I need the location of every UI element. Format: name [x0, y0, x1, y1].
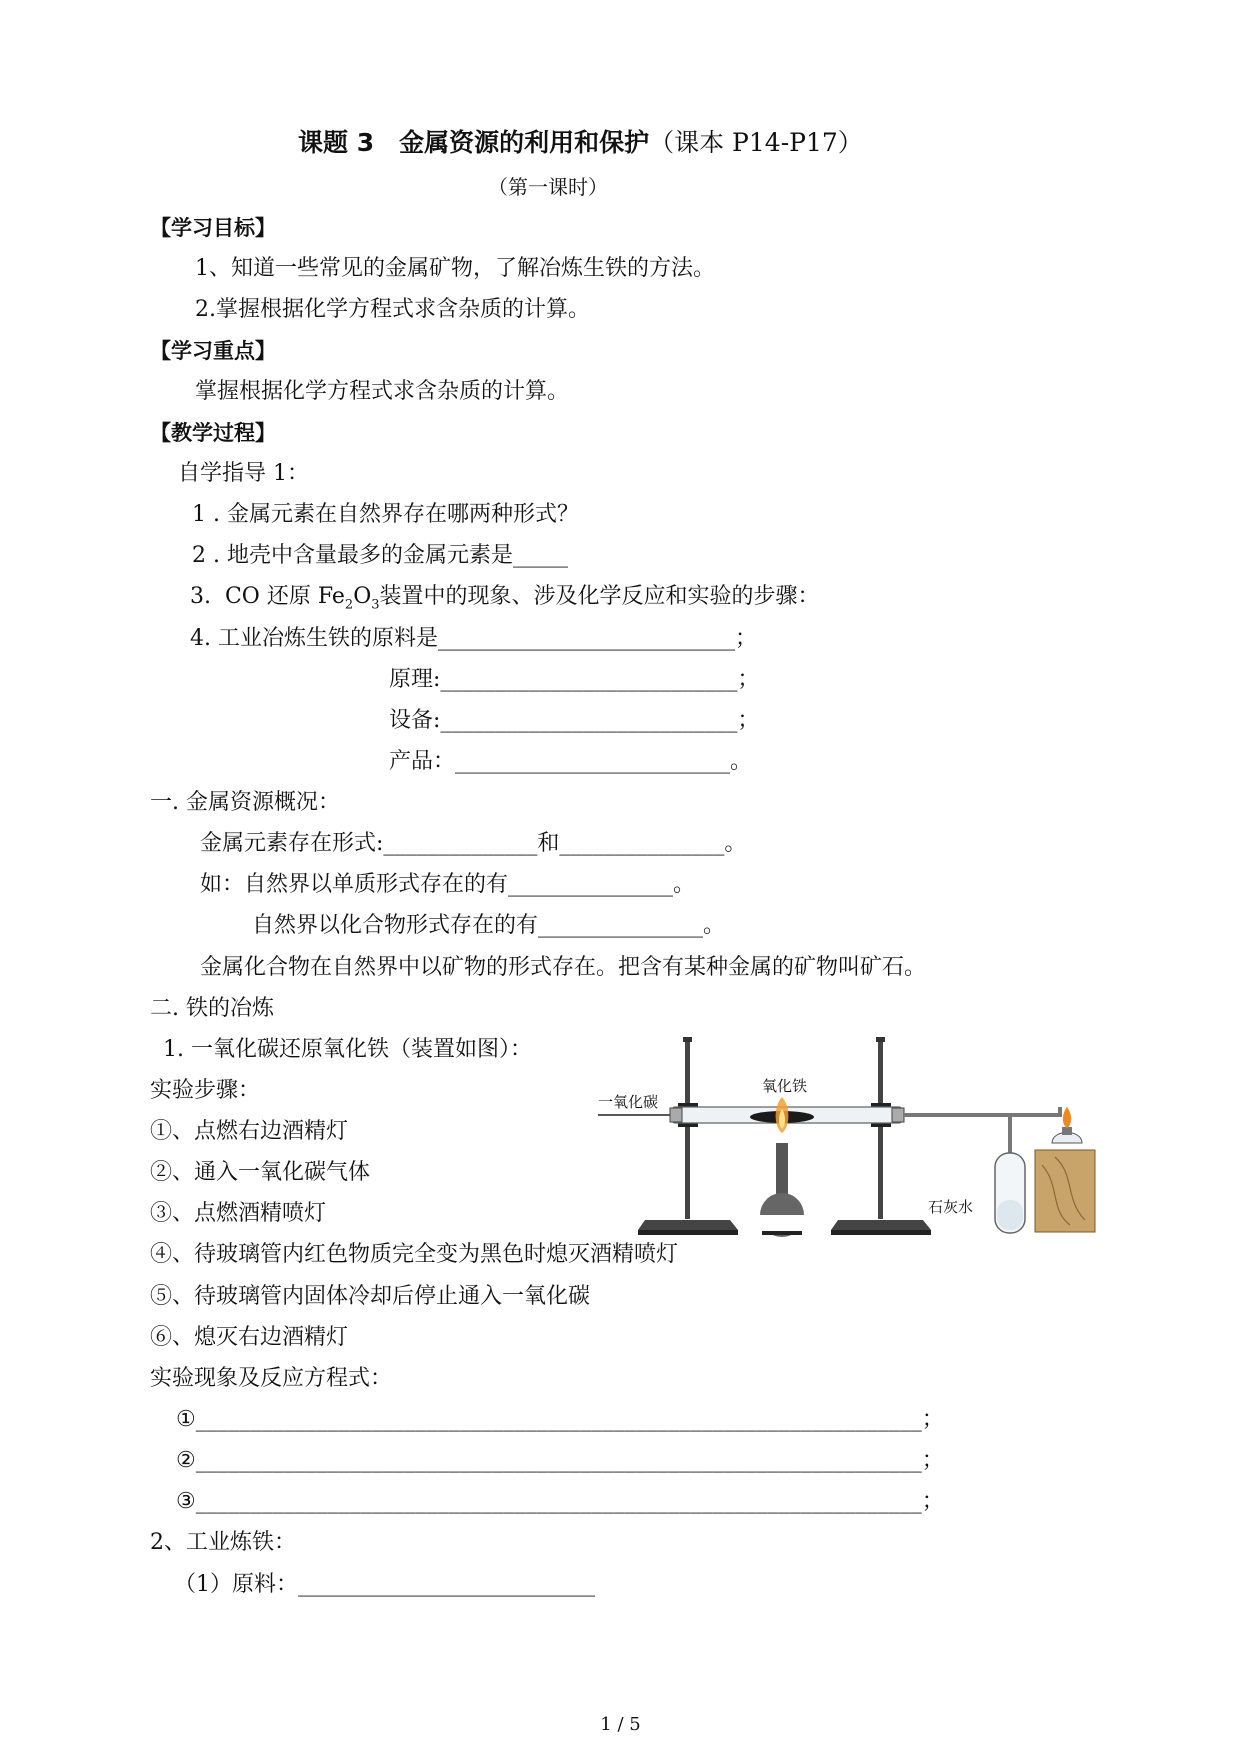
- question-3-text: 装置中的现象、涉及化学反应和实验的步骤：: [379, 584, 820, 609]
- section-2-heading: 二. 铁的冶炼: [150, 996, 274, 1021]
- phenomena-title: 实验现象及反应方程式：: [150, 1366, 393, 1391]
- step-item: ①、点燃右边酒精灯: [150, 1119, 349, 1144]
- answer-blank: ①__________________________________________________________________；: [176, 1407, 944, 1432]
- co-reduction-apparatus-figure: [590, 1035, 1105, 1240]
- section-1-heading: 一. 金属资源概况：: [150, 790, 340, 815]
- page-number: 1 / 5: [600, 1714, 641, 1735]
- step-item: ④、待玻璃管内红色物质完全变为黑色时熄灭酒精喷灯: [150, 1242, 679, 1267]
- label-limewater: 石灰水: [928, 1198, 974, 1216]
- question-4: 4. 工业冶炼生铁的原料是___________________________；: [190, 626, 757, 651]
- question-1: 1 . 金属元素在自然界存在哪两种形式？: [192, 502, 579, 527]
- label-co: 一氧化碳: [598, 1093, 659, 1111]
- right-iron-stand: [831, 1037, 931, 1235]
- question-3-text: O: [353, 584, 372, 609]
- question-4-product: 产品：_________________________。: [389, 749, 753, 774]
- question-4-equipment: 设备:___________________________；: [389, 708, 760, 733]
- subscript: 2: [344, 597, 354, 613]
- steps-title: 实验步骤：: [150, 1078, 261, 1103]
- key-points-heading: 【学习重点】: [150, 339, 276, 363]
- question-3-text: 3. CO 还原 Fe: [190, 584, 345, 609]
- ore-definition: 金属化合物在自然界中以矿物的形式存在。把含有某种金属的矿物叫矿石。: [200, 955, 927, 980]
- objectives-heading: 【学习目标】: [150, 216, 276, 240]
- process-heading: 【教学过程】: [150, 421, 276, 445]
- objective-item: 2.掌握根据化学方程式求含杂质的计算。: [195, 297, 590, 322]
- objective-item: 1、知道一些常见的金属矿物，了解冶炼生铁的方法。: [195, 256, 715, 281]
- industry-title: 2、工业炼铁：: [150, 1530, 296, 1555]
- raw-material-blank: （1）原料：___________________________: [174, 1572, 595, 1597]
- example-element: 如：自然界以单质形式存在的有_______________。: [200, 872, 696, 897]
- page-title: [298, 128, 863, 158]
- title-main: 课题 3 金属资源的利用和保护: [298, 128, 650, 157]
- left-iron-stand: [638, 1037, 738, 1235]
- metal-forms: 金属元素存在形式:______________和_______________。: [200, 831, 747, 856]
- question-2: 2 . 地壳中含量最多的金属元素是_____: [192, 543, 568, 568]
- label-iron-oxide: 氧化铁: [762, 1077, 808, 1095]
- alcohol-lamp-on-block: [1035, 1107, 1095, 1232]
- title-page-range: （课本 P14-P17）: [649, 128, 863, 157]
- question-3: [190, 582, 820, 612]
- outlet-tube: [904, 1115, 1010, 1210]
- subscript: 3: [371, 597, 380, 613]
- question-4-principle: 原理:___________________________；: [389, 667, 760, 692]
- step-item: ②、通入一氧化碳气体: [150, 1160, 371, 1185]
- step-item: ⑥、熄灭右边酒精灯: [150, 1325, 349, 1350]
- key-points-text: 掌握根据化学方程式求含杂质的计算。: [195, 379, 570, 404]
- answer-blank: ②__________________________________________________________________；: [176, 1448, 944, 1473]
- example-compound: 自然界以化合物形式存在的有_______________。: [252, 913, 726, 938]
- guide-title: 自学指导 1：: [178, 461, 309, 486]
- step-item: ③、点燃酒精喷灯: [150, 1201, 327, 1226]
- answer-blank: ③__________________________________________________________________；: [176, 1489, 944, 1514]
- subsection-1-title: 1. 一氧化碳还原氧化铁（装置如图）：: [163, 1037, 532, 1062]
- step-item: ⑤、待玻璃管内固体冷却后停止通入一氧化碳: [150, 1284, 591, 1309]
- page-subtitle: （第一课时）: [488, 175, 608, 199]
